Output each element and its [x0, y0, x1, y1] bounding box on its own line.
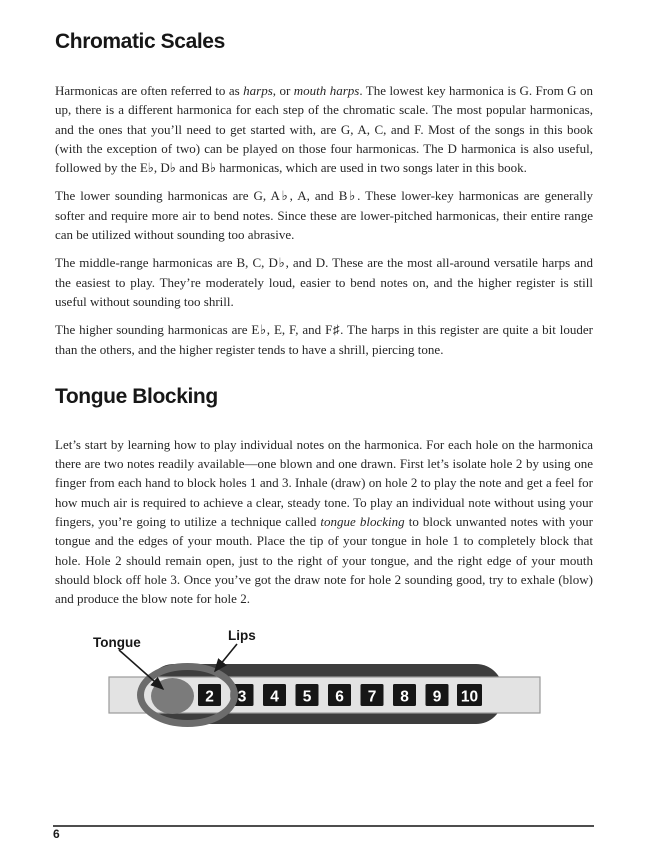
harmonica-diagram-svg: [0, 619, 648, 767]
page-number: 6: [53, 827, 60, 841]
italic-term-mouth-harps: mouth harps: [293, 83, 360, 98]
hole-number-7: 7: [367, 688, 377, 706]
paragraph-text: to block unwanted notes with your tongue and the edges of your mouth. Place the tip of your tongue in hole 1 to completely block that hole. Hole 2 should remain open, just to the right of your tongue, and the right edge of your mouth should block off hole 3. Once you’ve got the draw note for hole 2 sounding good, try to exhale (blow) and produce the blow note for hole 2.: [55, 514, 593, 607]
harmonica-holes: [198, 684, 482, 706]
paragraph-text: , or: [272, 83, 294, 98]
paragraph-tongue-blocking: [55, 435, 593, 609]
paragraph-text: The higher sounding harmonicas are E♭, E, F, and F♯. The harps in this register are quite a bit louder than the others, and the higher register tends to have a shrill, piercing tone.: [55, 322, 593, 357]
paragraph-text: Harmonicas are often referred to as: [55, 83, 244, 98]
section-heading-tongue-blocking: Tongue Blocking: [55, 384, 218, 408]
lips-label: Lips: [228, 627, 256, 643]
footer-rule: [53, 825, 594, 827]
paragraph-text: Let’s start by learning how to play individual notes on the harmonica. For each hole on the harmonica there are two notes readily available—one blown and one drawn. First let’s isolate hole 2 by using one finger from each hand to block holes 1 and 3. Inhale (draw) on hole 2 to play the note and get a feel for how much air is required to achieve a clear, steady tone. To play an individual note without using your fingers, you’re going to utilize a technique called: [55, 436, 593, 530]
paragraph-harmonica-keys: [55, 81, 593, 177]
paragraph-text: . The lowest key harmonica is G. From G on up, there is a different harmonica for each step of the chromatic scale. The most popular harmonicas, and the ones that you’ll need to get started with, are G, A, C, and F. Most of the songs in this book (with the exception of two) can be played on those four harmonicas. The D harmonica is also useful, followed by the E♭, D♭ and B♭ harmonicas, which are used in two songs later in this book.: [55, 83, 594, 176]
hole-number-5: 5: [302, 688, 312, 706]
paragraph-text: The lower sounding harmonicas are G, A♭, A, and B♭. These lower-key harmonicas are generally softer and require more air to bend notes. Since these are lower-pitched harmonicas, their entire range can be utilized without sounding too abrasive.: [55, 188, 593, 243]
hole-number-2: 2: [205, 688, 214, 706]
hole-number-10: 10: [460, 688, 479, 706]
italic-term-harps: harps: [243, 83, 273, 98]
section-heading-chromatic-scales: Chromatic Scales: [55, 30, 225, 53]
hole-number-8: 8: [400, 688, 409, 706]
hole-number-9: 9: [432, 688, 442, 706]
hole-number-6: 6: [335, 688, 344, 706]
section-tongue-blocking: [55, 385, 593, 609]
tongue-label: Tongue: [93, 634, 141, 650]
harmonica-diagram: [0, 619, 648, 767]
paragraph-middle-harmonicas: [55, 253, 593, 311]
paragraph-lower-harmonicas: [55, 186, 593, 244]
paragraph-text: The middle-range harmonicas are B, C, D♭, and D. These are the most all-around versatile harps and the easiest to play. They’re moderately loud, easier to bend notes on, and the higher register is still useful without sounding too shrill.: [55, 255, 593, 309]
italic-term-tongue-blocking: tongue blocking: [320, 514, 405, 530]
paragraph-higher-harmonicas: [55, 320, 593, 359]
hole-number-4: 4: [270, 688, 279, 706]
hole-number-3: 3: [237, 688, 247, 706]
section-chromatic-scales: [55, 30, 593, 359]
